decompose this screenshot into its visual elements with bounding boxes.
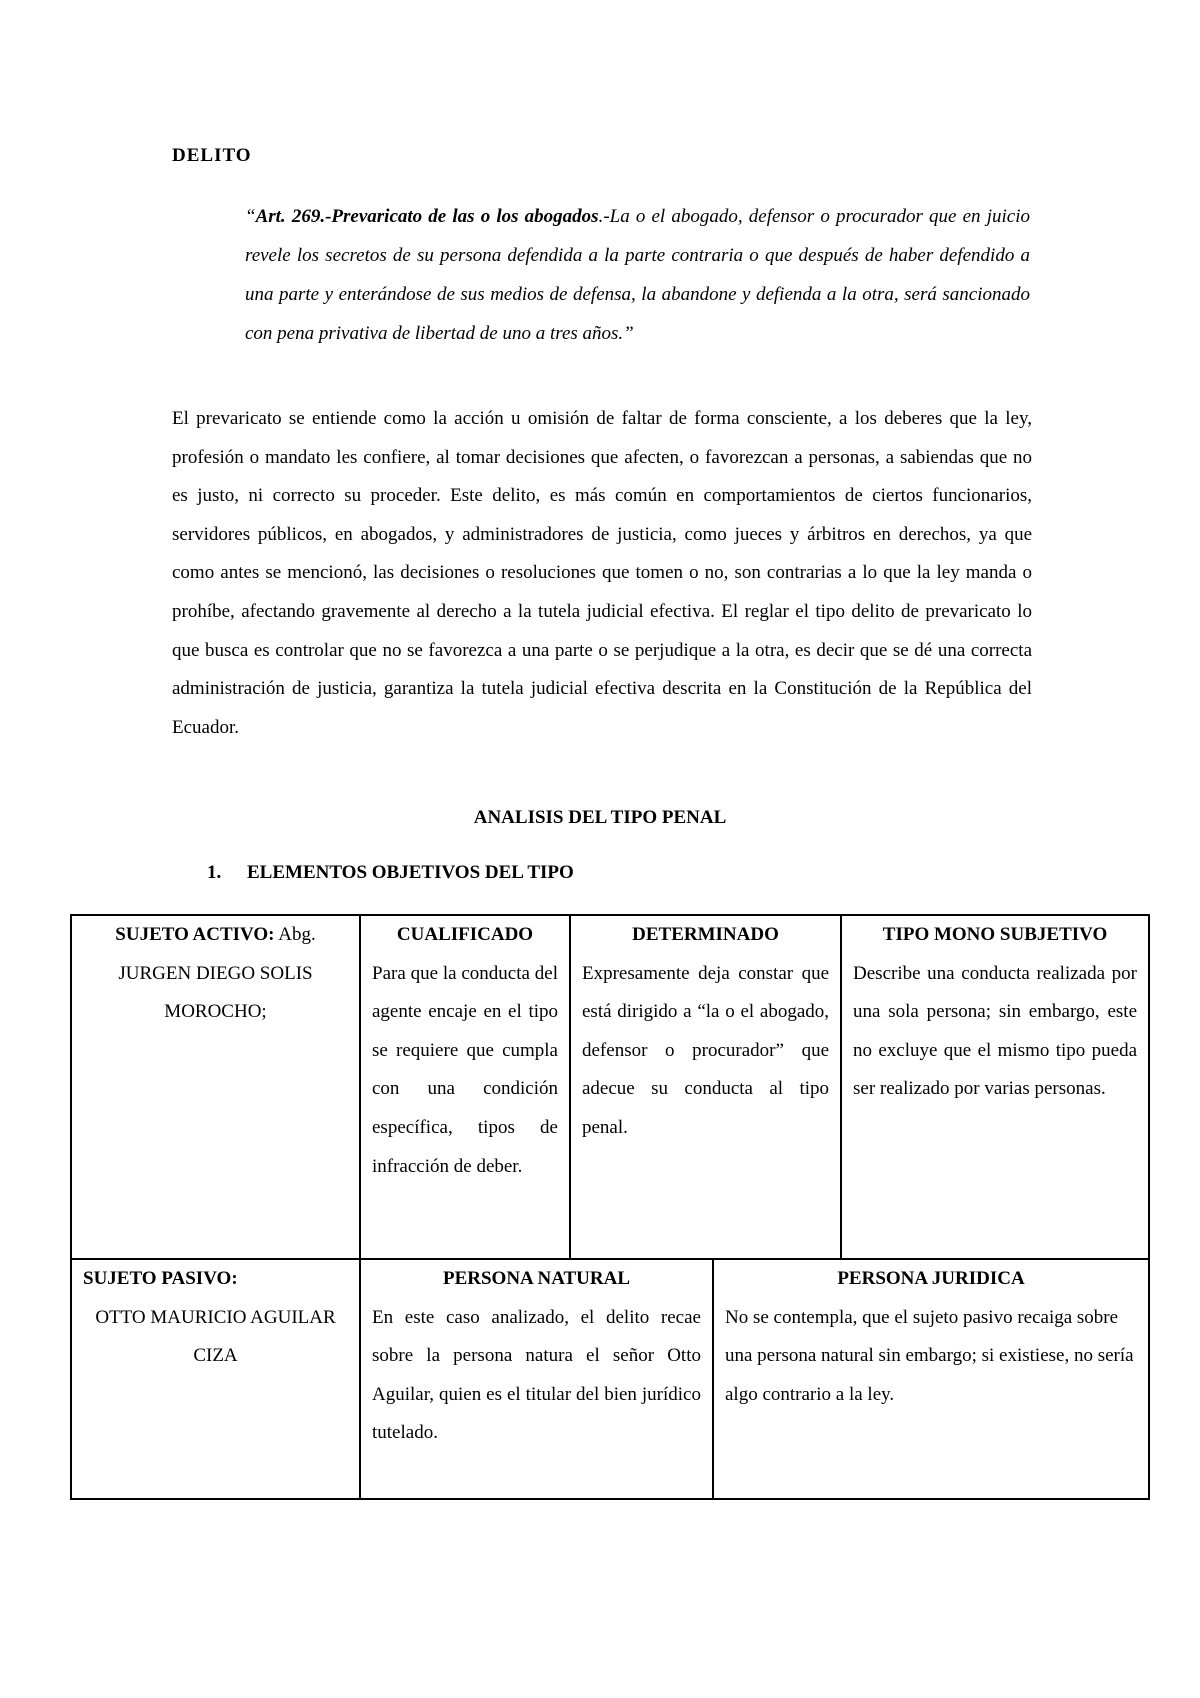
cell-sujeto-pasivo	[71, 1259, 360, 1499]
sujeto-pasivo-label: SUJETO PASIVO:	[83, 1268, 238, 1289]
sujeto-pasivo-value: OTTO MAURICIO AGUILAR CIZA	[95, 1306, 336, 1367]
sujeto-activo-value: Abg. JURGEN DIEGO SOLIS MOROCHO;	[118, 924, 316, 1023]
elements-table	[70, 914, 1150, 1500]
body-paragraph: El prevaricato se entiende como la acción u omisión de faltar de forma consciente, a los deberes que la ley, profesión o mandato les confiere, al tomar decisiones que afecten, o favorezcan a personas, a sabiendas que no es justo, ni correcto su proceder. Este delito, es más común en comportamientos de ciertos funcionarios, servidores públicos, en abogados, y administradores de justicia, como jueces y árbitros en derechos, ya que como antes se mencionó, las decisiones o resoluciones que tomen o no, son contrarias a lo que la ley manda o prohíbe, afectando gravemente al derecho a la tutela judicial efectiva. El reglar el tipo delito de prevaricato lo que busca es controlar que no se favorezca a una parte o se perjudique a la otra, es decir que se dé una correcta administración de justicia, garantiza la tutela judicial efectiva descrita en la Constitución de la República del Ecuador.	[172, 408, 1032, 738]
cell-determinado	[570, 915, 841, 1259]
mono-title: TIPO MONO SUBJETIVO	[882, 924, 1108, 945]
cell-tipo-mono-subjetivo	[841, 915, 1149, 1259]
determinado-title: DETERMINADO	[632, 924, 779, 945]
quote-open-mark: “	[245, 206, 256, 227]
determinado-text: Expresamente deja constar que está dirigido a “la o el abogado, defensor o procurador” que adecue su conducta al tipo penal.	[582, 962, 830, 1138]
cualificado-text: Para que la conducta del agente encaje en el tipo se requiere que cumpla con una condición específica, tipos de infracción de deber.	[372, 962, 558, 1177]
juridica-text: No se contempla, que el sujeto pasivo recaiga sobre una persona natural sin embargo; si existiese, no sería algo contrario a la ley.	[725, 1306, 1134, 1405]
mono-text: Describe una conducta realizada por una sola persona; sin embargo, este no excluye que el mismo tipo pueda ser realizado por varias personas.	[853, 962, 1138, 1100]
cell-persona-natural	[360, 1259, 713, 1499]
cell-persona-juridica	[713, 1259, 1149, 1499]
sujeto-activo-label: SUJETO ACTIVO:	[115, 924, 275, 945]
table-row	[71, 915, 1149, 1259]
heading-delito: DELITO	[172, 145, 252, 166]
table-row	[71, 1259, 1149, 1499]
analysis-title: ANALISIS DEL TIPO PENAL	[473, 807, 727, 828]
cell-sujeto-activo	[71, 915, 360, 1259]
article-text: .-La o el abogado, defensor o procurador que en juicio revele los secretos de su persona defendida a la parte contraria o que después de haber defendido a una parte y enterándose de sus medios de defensa, la abandone y defienda a la otra, será sancionado con pena privativa de libertad de uno a tres años.”	[245, 206, 1030, 344]
natural-text: En este caso analizado, el delito recae sobre la persona natura el señor Otto Aguilar, quien es el titular del bien jurídico tutelado.	[372, 1306, 701, 1444]
section-title-text: ELEMENTOS OBJETIVOS DEL TIPO	[247, 862, 574, 883]
juridica-title: PERSONA JURIDICA	[837, 1268, 1025, 1289]
natural-title: PERSONA NATURAL	[442, 1268, 631, 1289]
article-title: Art. 269.-Prevaricato de las o los abogados	[255, 206, 599, 227]
article-quote	[245, 197, 1030, 353]
section-number: 1.	[207, 862, 222, 883]
section-title	[207, 862, 574, 884]
cualificado-title: CUALIFICADO	[396, 924, 534, 945]
cell-cualificado	[360, 915, 570, 1259]
